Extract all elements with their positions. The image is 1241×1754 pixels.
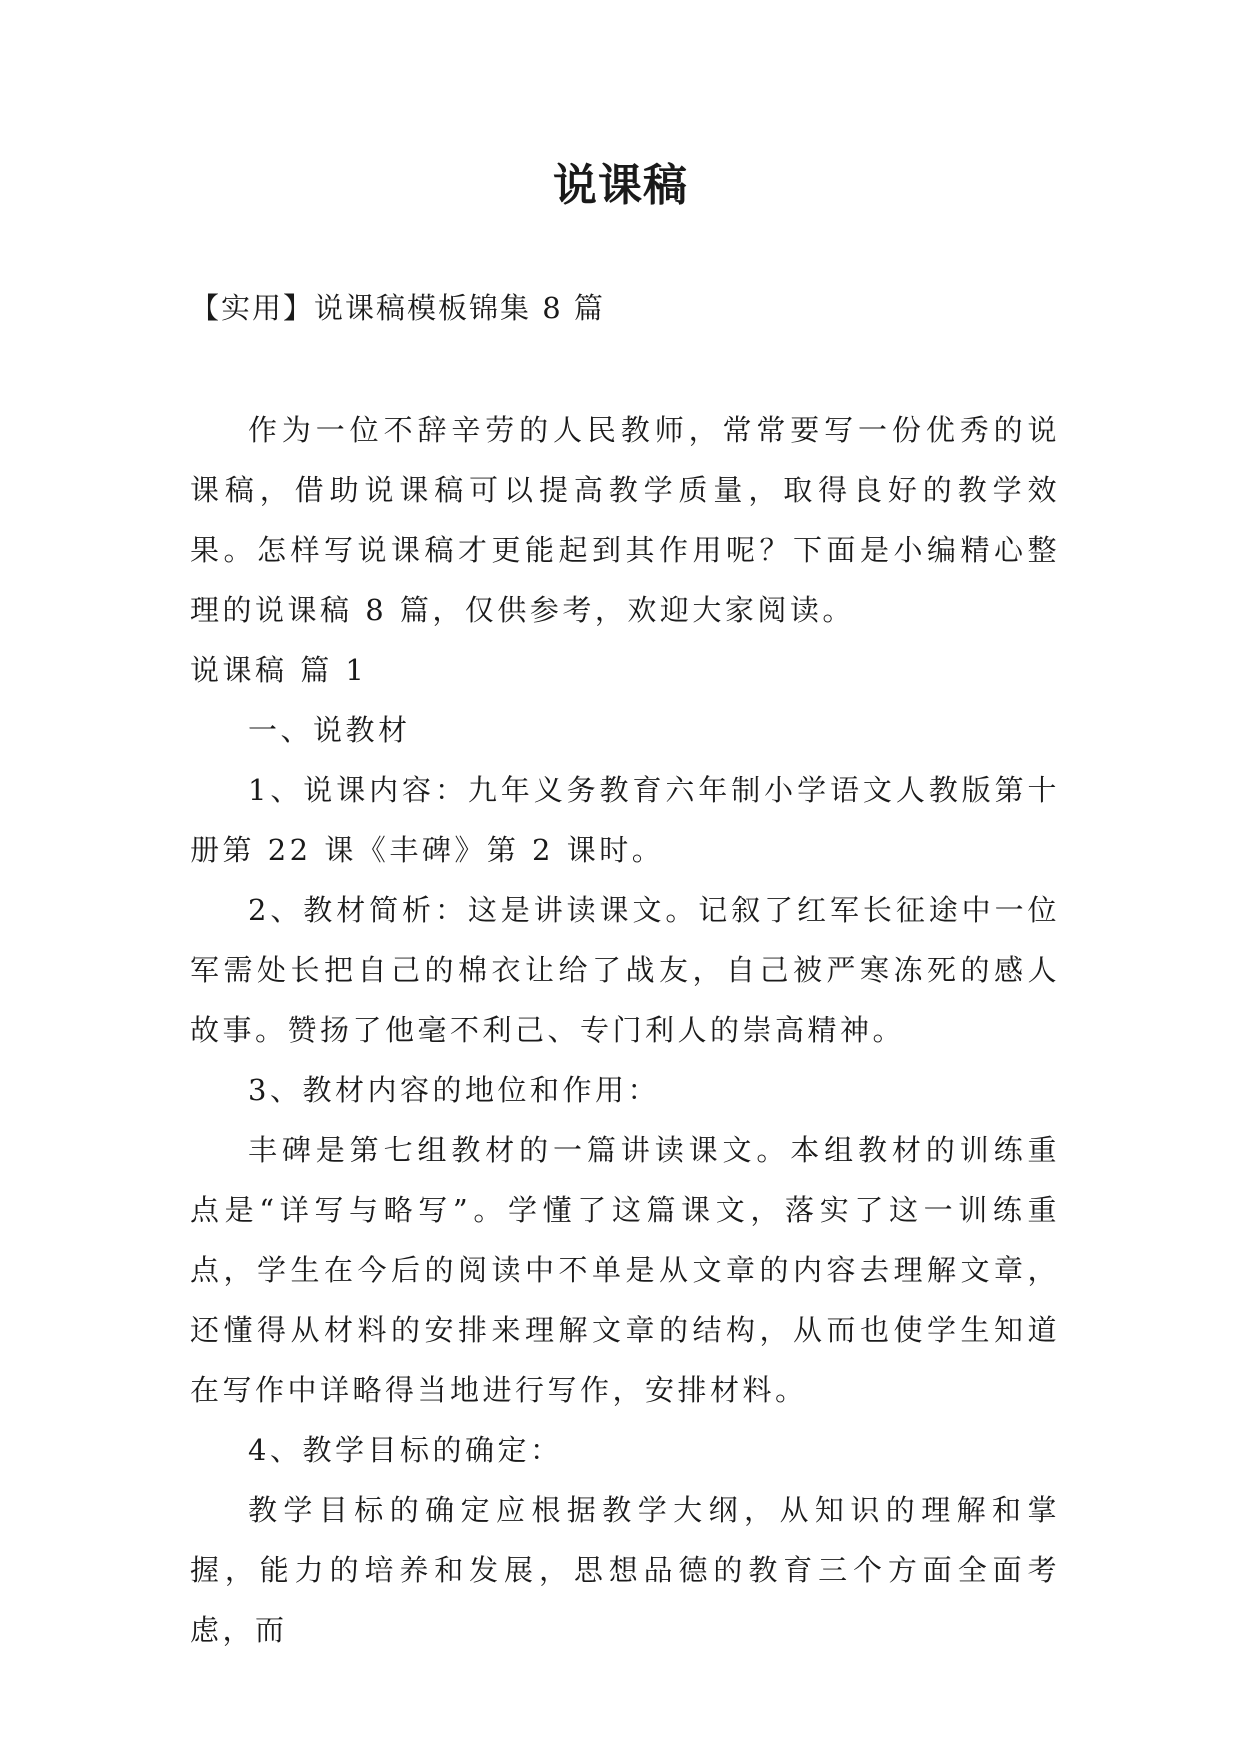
document-body	[190, 400, 1060, 1660]
body-paragraph: 3、教材内容的地位和作用：	[248, 1073, 660, 1107]
document-subtitle: 【实用】说课稿模板锦集 8 篇	[190, 291, 605, 325]
document-title: 说课稿	[553, 160, 688, 211]
intro-paragraph: 作为一位不辞辛劳的人民教师，常常要写一份优秀的说课稿，借助说课稿可以提高教学质量，取得良好的教学效果。怎样写说课稿才更能起到其作用呢？下面是小编精心整理的说课稿 8 篇，仅供参考，欢迎大家阅读。	[190, 413, 1060, 627]
body-paragraph: 教学目标的确定应根据教学大纲，从知识的理解和掌握，能力的培养和发展，思想品德的教育三个方面全面考虑，而	[190, 1493, 1060, 1647]
section-heading: 说课稿 篇 1	[190, 653, 368, 687]
subsection-heading: 一、说教材	[248, 713, 411, 747]
body-paragraph: 1、说课内容：九年义务教育六年制小学语文人教版第十册第 22 课《丰碑》第 2 课时。	[190, 773, 1060, 867]
body-paragraph: 2、教材简析：这是讲读课文。记叙了红军长征途中一位军需处长把自己的棉衣让给了战友，自己被严寒冻死的感人故事。赞扬了他毫不利己、专门利人的崇高精神。	[190, 893, 1060, 1047]
body-paragraph: 4、教学目标的确定：	[248, 1433, 563, 1467]
body-paragraph: 丰碑是第七组教材的一篇讲读课文。本组教材的训练重点是“详写与略写”。学懂了这篇课文，落实了这一训练重点，学生在今后的阅读中不单是从文章的内容去理解文章，还懂得从材料的安排来理解文章的结构，从而也使学生知道在写作中详略得当地进行写作，安排材料。	[190, 1133, 1060, 1407]
